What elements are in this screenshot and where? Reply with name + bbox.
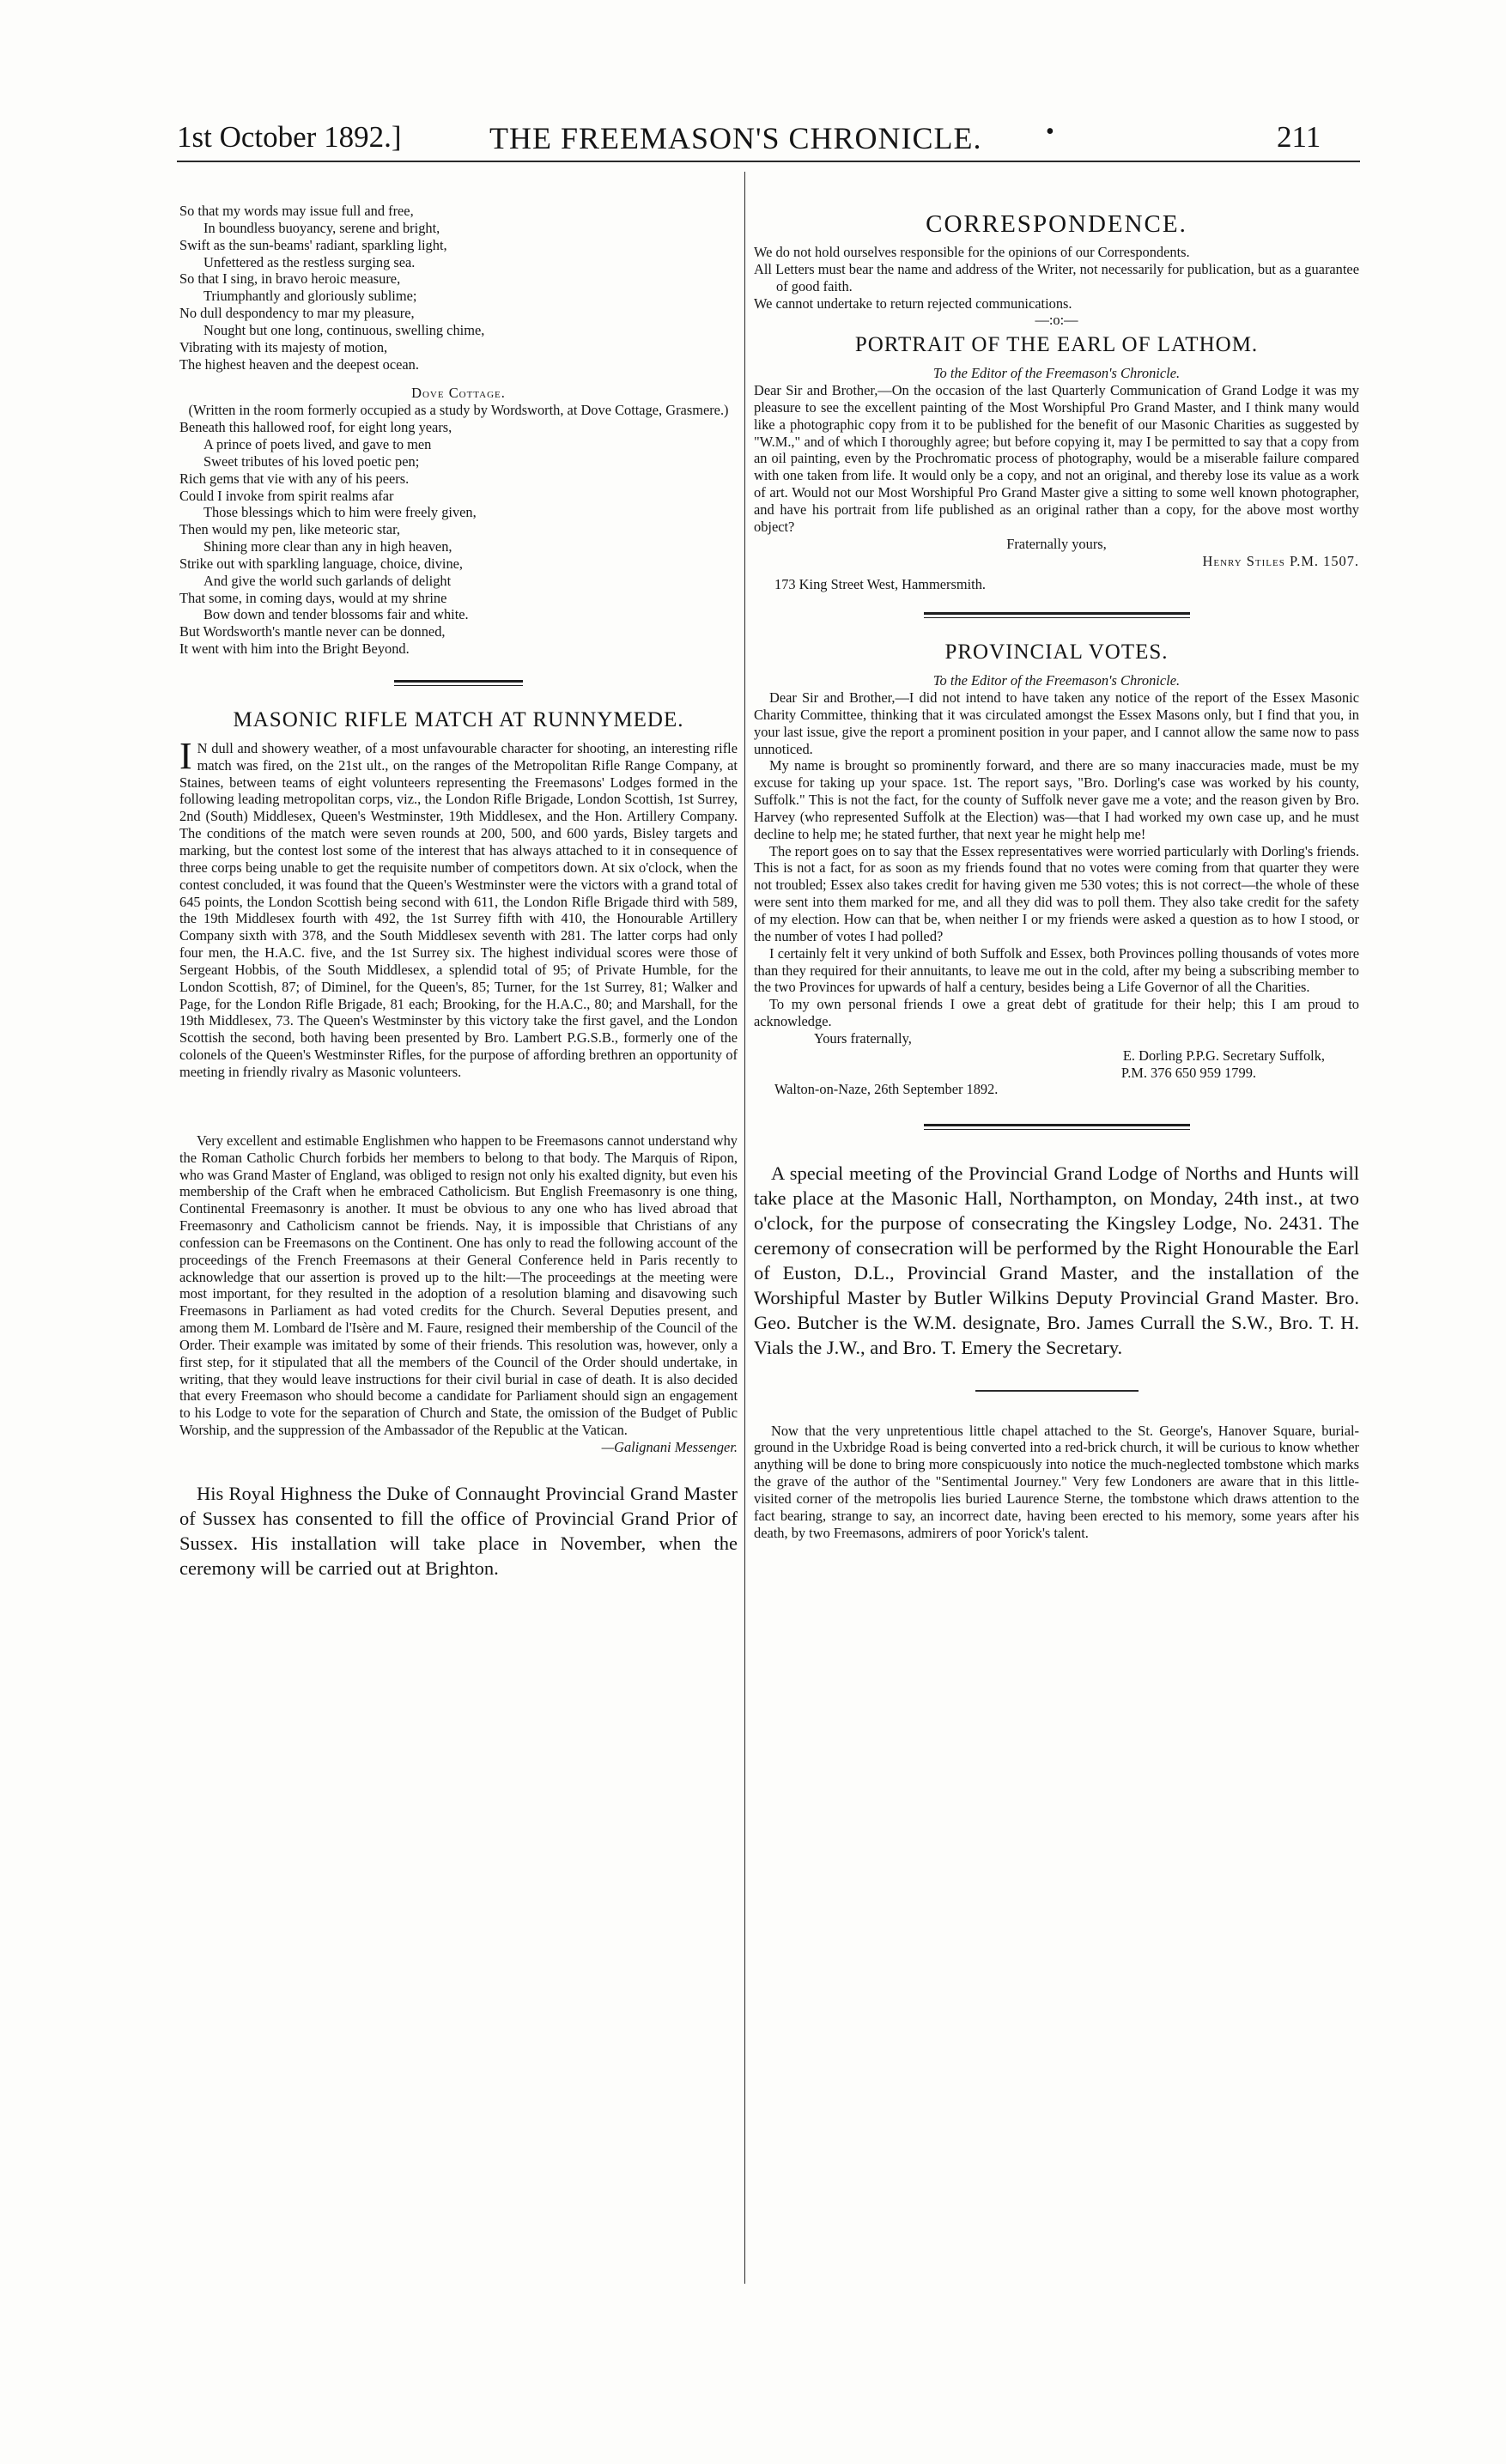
letter-addressee: To the Editor of the Freemason's Chronicle. — [932, 672, 1181, 689]
correspondence-notice: We cannot undertake to return rejected communications. — [754, 294, 1072, 312]
page-number: 211 — [1277, 120, 1321, 154]
column-rule — [744, 172, 745, 2284]
poem-line: That some, in coming days, would at my shrine — [179, 589, 447, 606]
poem-line: In boundless buoyancy, serene and bright, — [203, 219, 440, 236]
poem-line: Strike out with sparkling language, choice, divine, — [179, 555, 464, 572]
poem-line: Sweet tributes of his loved poetic pen; — [203, 452, 420, 470]
short-divider — [975, 1390, 1139, 1392]
rifle-match-body: IN dull and showery weather, of a most unfavourable character for shooting, an interesting rifle match was fired, on the 21st ult., on the ranges of the Metropolitan Rifle Range Company, at Staines, between teams of eight volunteers representing the Freemasons' Lodges formed in the following leading metropolitan corps, viz., the London Rifle Brigade, London Scottish, 1st Surrey, 2nd (South) Middlesex, Queen's Westminster, 19th Middlesex, and the Hon. Artillery Company. The conditions of the match were seven rounds at 200, 500, and 600 yards, Bisley targets and marking, but the contest lost some of the interest that has always attached to it in consequence of three corps being unable to get the requisite number of competitors down. At six o'clock, when the contest concluded, it was found that the Queen's Westminster were the victors with a grand total of 645 points, the London Scottish being second with 611, the London Rifle Brigade third with 589, the 19th Middlesex fourth with 492, the 1st Surrey fifth with 410, the Honourable Artillery Company sixth with 378, and the South Middlesex seventh with 281. The latter corps had only four men, the H.A.C. five, and the 1st Surrey six. The highest individual scores were those of Sergeant Hobbis, of the South Middlesex, a splendid total of 95; of Private Humble, for the London Scottish, 87; of Diminel, for the Queen's, 85; Turner, for the 1st Surrey, 81; Walker and Page, for the London Rifle Brigade, 81 each; Brooking, for the H.A.C., 80; and Marshall, for the 19th Middlesex, 73. The Queen's Westminster by this victory take the first gavel, and the London Scottish the second, both having been presented by Bro. Lambert P.G.S.B., formerly one of the colonels of the Queen's Westminster Rifles, for the purpose of affording brethren an opportunity of meeting in friendly rivalry as Masonic volunteers. — [179, 734, 738, 1080]
poem-line: Nought but one long, continuous, swelling chime, — [203, 321, 485, 338]
poem-line: Unfettered as the restless surging sea. — [203, 253, 416, 270]
poem-line: No dull despondency to mar my pleasure, — [179, 305, 415, 322]
section-divider — [924, 1124, 1190, 1132]
letter-place-date: Walton-on-Naze, 26th September 1892. — [774, 1081, 999, 1098]
poem-line: Those blessings which to him were freely given, — [203, 504, 477, 521]
section-divider — [394, 680, 523, 689]
kingsley-lodge-notice: A special meeting of the Provincial Grand Lodge of Norths and Hunts will take place at the Masonic Hall, Northampton, on Monday, 24th inst., at two o'clock, for the purpose of consecrating the Kingsley Lodge, No. 2431. The ceremony of consecration will be performed by the Right Honourable the Earl of Euston, D.L., Provincial Grand Master, and the installation of the Worshipful Master by Butler Wilkins Deputy Provincial Grand Master. Bro. Geo. Butcher is the W.M. designate, Bro. James Currall the S.W., Bro. T. H. Vials the J.W., and Bro. T. Emery the Secretary. — [754, 1162, 1359, 1358]
poem-note: (Written in the room formerly occupied as a study by Wordsworth, at Dove Cottage, Grasmere.) — [188, 402, 729, 419]
section-divider — [924, 612, 1190, 621]
poem-line: Shining more clear than any in high heaven, — [203, 538, 452, 555]
poem-line: Triumphantly and gloriously sublime; — [203, 288, 417, 305]
portrait-letter-body: Dear Sir and Brother,—On the occasion of the last Quarterly Communication of Grand Lodge it was my pleasure to see the excellent painting of the Most Worshipful Pro Grand Master, and I think many would like a photographic copy from it to be published for the benefit of our Masonic Charities as suggested by "W.M.," and of which I thoroughly agree; but before copying it, may I be permitted to say that a copy from an oil painting, even by the Prochromatic process of photography, would be a miserable failure compared with one taken from life. It would only be a copy, and not an original, and thereby lose its value as a work of art. Would not our Most Worshipful Pro Grand Master give a sitting to some well known photographer, and have his portrait from life published as an original rather than a copy, for the above most worthy object? — [754, 382, 1359, 535]
poem-line: So that my words may issue full and free, — [179, 203, 414, 219]
header-dot-mark: • — [1046, 118, 1054, 145]
poem-line: Could I invoke from spirit realms afar — [179, 487, 394, 504]
poem-line: Rich gems that vie with any of his peers. — [179, 470, 410, 487]
letter-signature: P.M. 376 650 959 1799. — [1120, 1064, 1256, 1081]
issue-date: 1st October 1892.] — [177, 120, 402, 154]
poem-line: The highest heaven and the deepest ocean. — [179, 355, 419, 373]
correspondence-heading: CORRESPONDENCE. — [926, 210, 1187, 238]
poem-line: Vibrating with its majesty of motion, — [179, 338, 388, 355]
poem-line: And give the world such garlands of delight — [203, 572, 452, 589]
article-attribution: —Galignani Messenger. — [601, 1439, 738, 1455]
letter-addressee: To the Editor of the Freemason's Chronicle. — [932, 365, 1181, 382]
letter-signature: E. Dorling P.P.G. Secretary Suffolk, — [1122, 1047, 1325, 1064]
votes-letter-heading: PROVINCIAL VOTES. — [944, 640, 1169, 665]
poem-line: Bow down and tender blossoms fair and white. — [203, 606, 469, 623]
letter-closing: Yours fraternally, — [814, 1029, 912, 1047]
header-rule — [177, 161, 1360, 162]
votes-letter-paragraph: My name is brought so prominently forward, and there are so many inaccuracies made, must be my excuse for taking up your space. 1st. The report says, "Bro. Dorling's case was worked by his county, Suffolk." This is not the fact, for the county of Suffolk never gave me a vote; and the reason given by Bro. Harvey (who represented Suffolk at the Election) was—that I had worked my own case up, and he must decline to help me; he stated further, that next year he might help me! — [754, 757, 1359, 842]
correspondence-notice: All Letters must bear the name and address of the Writer, not necessarily for publication, but as a guarantee of good faith. — [754, 260, 1359, 294]
poem-line: Then would my pen, like meteoric star, — [179, 521, 400, 538]
votes-letter-paragraph: Dear Sir and Brother,—I did not intend to have taken any notice of the report of the Essex Masonic Charity Committee, thinking that it was circulated amongst the Essex Masons only, but I find that you, in your last issue, give the report a prominent position in your paper, and I cannot allow the same now to pass unnoticed. — [754, 689, 1359, 757]
votes-letter-paragraph: I certainly felt it very unkind of both Suffolk and Essex, both Provinces polling thousands of votes more than they required for their annuitants, to leave me out in the cold, after my being a subscribing member to the two Provinces for upwards of half a century, besides being a Life Governor of all the Charities. — [754, 944, 1359, 996]
portrait-letter-heading: PORTRAIT OF THE EARL OF LATHOM. — [854, 333, 1259, 357]
poem-line: Swift as the sun-beams' radiant, sparkling light, — [179, 236, 447, 253]
right-column — [754, 203, 1359, 1541]
correspondence-notice: We do not hold ourselves responsible for the opinions of our Correspondents. — [754, 244, 1190, 260]
poem-line: It went with him into the Bright Beyond. — [179, 640, 410, 658]
poem-title: Dove Cottage. — [411, 385, 506, 402]
connaught-notice: His Royal Highness the Duke of Connaught Provincial Grand Master of Sussex has consented to fill the office of Provincial Grand Prior of Sussex. His installation will take place in November, when the ceremony will be carried out at Brighton. — [179, 1482, 738, 1579]
letter-address: 173 King Street West, Hammersmith. — [774, 576, 987, 593]
poem-line: A prince of poets lived, and gave to men — [203, 435, 432, 452]
votes-letter-paragraph: To my own personal friends I owe a great debt of gratitude for their help; this I am proud to acknowledge. — [754, 996, 1359, 1030]
poem-line: But Wordsworth's mantle never can be donned, — [179, 623, 446, 640]
left-column — [179, 203, 738, 1581]
rifle-match-heading: MASONIC RIFLE MATCH AT RUNNYMEDE. — [233, 707, 684, 731]
letter-closing: Fraternally yours, — [1006, 535, 1107, 552]
publication-title: THE FREEMASON'S CHRONICLE. — [489, 121, 982, 155]
sterne-tombstone-notice: Now that the very unpretentious little chapel attached to the St. George's, Hanover Square, burial-ground in the Uxbridge Road is being converted into a red-brick church, it will be curious to know whether anything will be done to bring more conspicuously into notice the much-neglected tombstone which marks the grave of the author of the "Sentimental Journey." Very few Londoners are aware that in this little-visited corner of the metropolis lies buried Laurence Sterne, the tombstone which draws attention to the fact bearing, strange to say, an incorrect date, having been erected to his memory, some years after his death, by two Freemasons, admirers of poor Yorick's talent. — [754, 1422, 1359, 1541]
poem-line: Beneath this hallowed roof, for eight long years, — [179, 419, 452, 436]
poem-dove-cottage — [179, 419, 738, 658]
catholic-article-body: Very excellent and estimable Englishmen who happen to be Freemasons cannot understand why the Roman Catholic Church forbids her members to belong to that body. The Marquis of Ripon, who was Grand Master of England, was obliged to resign not only his exalted dignity, but even his membership of the Craft when he embraced Catholicism. But English Freemasonry is one thing, Continental Freemasonry is another. It must be obvious to any one who has lived abroad that Freemasonry and Catholicism cannot be friends. Nay, it is impossible that Christians of any confession can be Freemasons on the Continent. One has only to read the following account of the proceedings of the French Freemasons at their General Conference held in Paris recently to acknowledge that our assertion is proved up to the hilt:—The proceedings at the meeting were most important, for they resulted in the adoption of a resolution blaming and disavowing such Freemasons in Parliament as had voted credits for the Church. Several Deputies present, and among them M. Lombard de l'Isère and M. Faure, resigned their membership of the Council of the Order. Their example was imitated by some of their friends. This resolution was, however, only a first step, for it stipulated that all the members of the Council of the Order should undertake, in writing, that they would leave instructions for their civil burial in case of death. It is also decided that every Freemason who should become a candidate for Parliament should sign an engagement to his Lodge to vote for the separation of Church and State, the omission of the Budget of Public Worship, and the suppression of the Ambassador of the Republic at the Vatican. — [179, 1132, 738, 1439]
votes-letter-paragraph: The report goes on to say that the Essex representatives were worried particularly with Dorling's friends. This is not a fact, for as soon as my friends found that no votes were coming from that quarter they were not troubled; Essex also takes credit for having given me 530 votes; this is not correct—the whole of these were sent into them marked for me, and all they did was to poll them. They also take credit for the safety of my election. How can that be, when neither I or my friends were asked a question as to how I stood, or the number of votes I had polled? — [754, 842, 1359, 944]
poem-line: So that I sing, in bravo heroic measure, — [179, 270, 401, 288]
ornament-divider: —:o:— — [1035, 312, 1078, 329]
poem-top — [179, 203, 738, 373]
letter-signature: Henry Stiles P.M. 1507. — [1202, 552, 1359, 569]
